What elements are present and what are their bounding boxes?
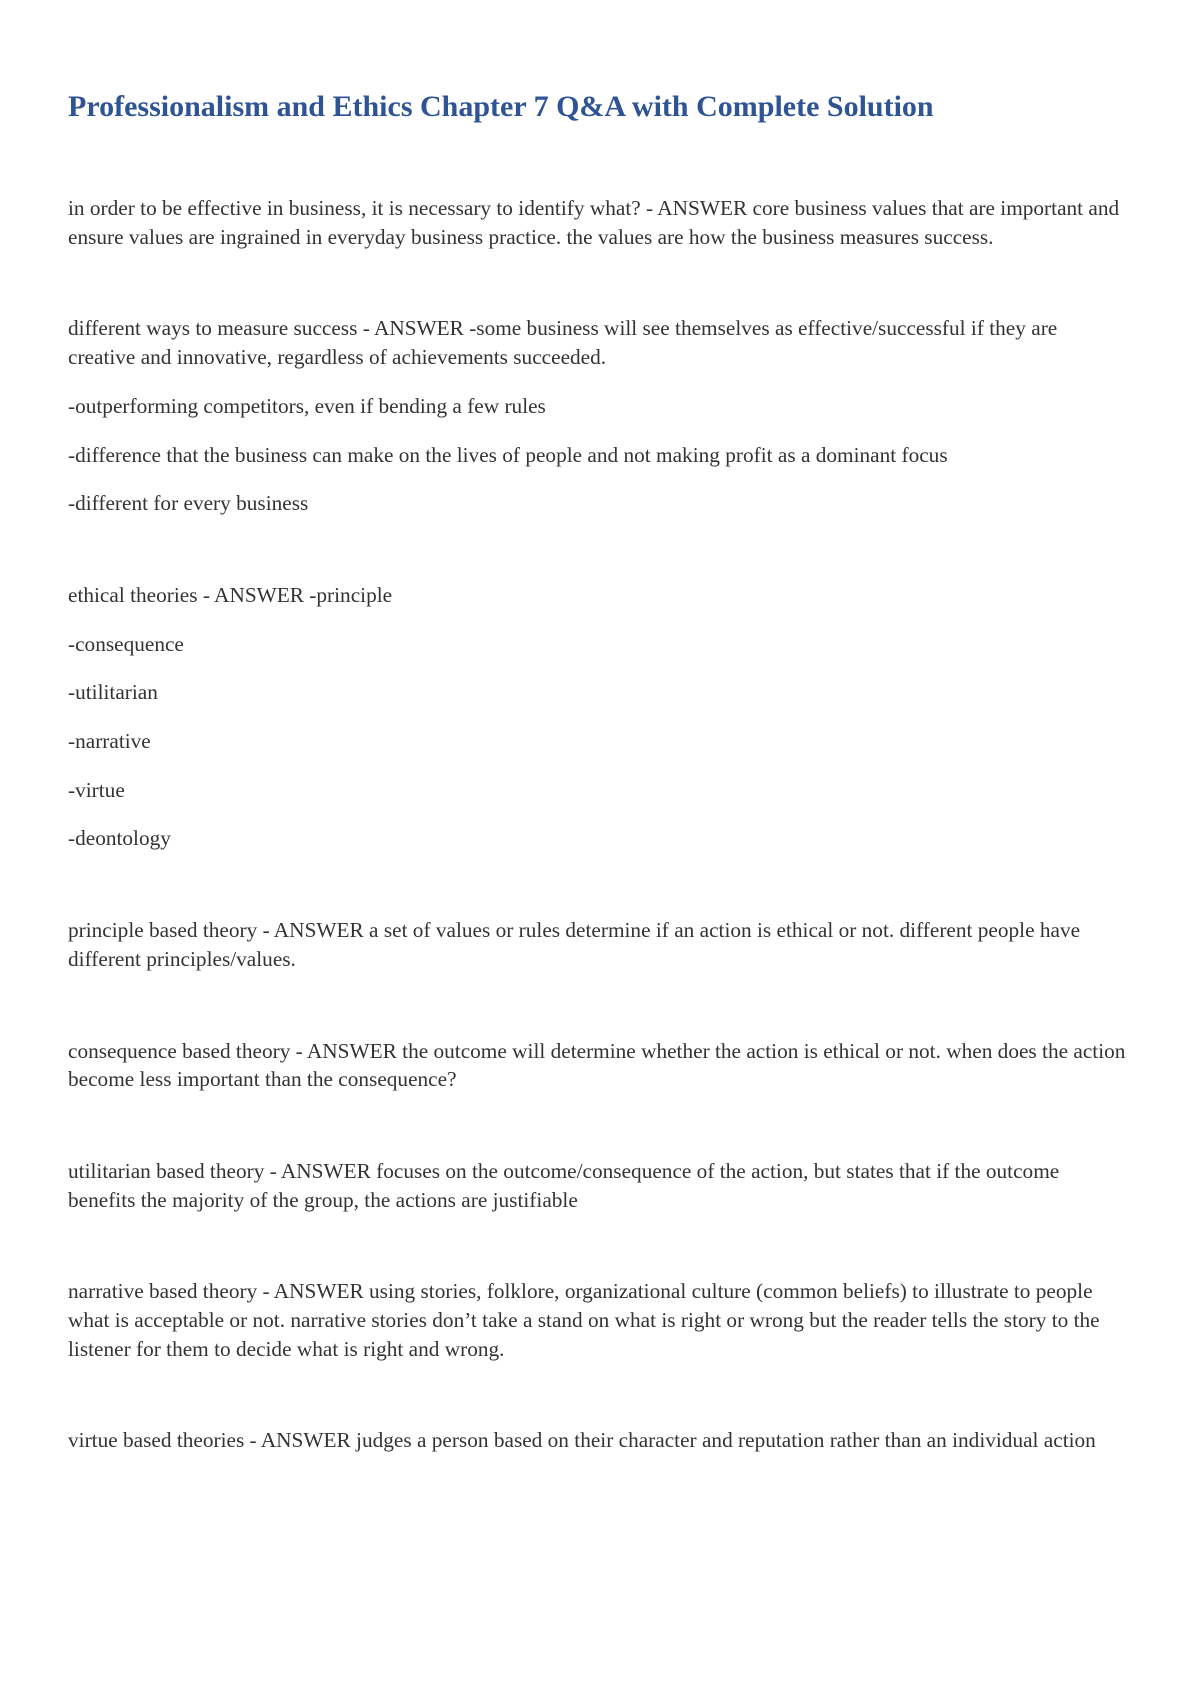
qa-entry	[68, 1037, 1128, 1094]
qa-entry	[68, 581, 1128, 853]
qa-paragraph: -different for every business	[68, 491, 309, 516]
qa-paragraph: different ways to measure success - ANSWER -some business will see themselves as effective/successful if they are creative and innovative, regardless of achievements succeeded.	[68, 316, 1058, 370]
qa-paragraph: in order to be effective in business, it is necessary to identify what? - ANSWER core business values that are important and ensure values are ingrained in everyday business practice. the values are how the business measures success.	[68, 196, 1120, 249]
qa-entry	[68, 1277, 1128, 1363]
qa-paragraph: principle based theory - ANSWER a set of values or rules determine if an action is ethical or not. different people have different principles/values.	[68, 918, 1081, 971]
qa-paragraph: -deontology	[68, 826, 171, 851]
qa-paragraph: -difference that the business can make on the lives of people and not making profit as a dominant focus	[68, 442, 948, 467]
qa-entry	[68, 314, 1128, 518]
qa-entry	[68, 1157, 1128, 1214]
qa-entry	[68, 194, 1128, 251]
qa-entry	[68, 916, 1128, 973]
qa-paragraph: consequence based theory - ANSWER the outcome will determine whether the action is ethical or not. when does the action become less important than the consequence?	[68, 1038, 1126, 1092]
qa-paragraph: -utilitarian	[68, 680, 158, 705]
qa-paragraph: -consequence	[68, 631, 184, 656]
qa-entry	[68, 1426, 1128, 1455]
qa-paragraph: utilitarian based theory - ANSWER focuses on the outcome/consequence of the action, but states that if the outcome benefits the majority of the group, the actions are justifiable	[68, 1158, 1060, 1212]
qa-paragraph: -outperforming competitors, even if bending a few rules	[68, 393, 546, 418]
qa-paragraph: -narrative	[68, 729, 151, 754]
qa-paragraph: narrative based theory - ANSWER using stories, folklore, organizational culture (common beliefs) to illustrate to people what is acceptable or not. narrative stories don’t take a stand on what is right or wrong but the reader tells the story to the listener for them to decide what is right and wrong.	[68, 1279, 1100, 1361]
qa-paragraph: ethical theories - ANSWER -principle	[68, 582, 393, 607]
document-title: Professionalism and Ethics Chapter 7 Q&A with Complete Solution	[68, 90, 934, 123]
document-body	[68, 194, 1128, 1455]
qa-paragraph: virtue based theories - ANSWER judges a person based on their character and reputation rather than an individual action	[68, 1428, 1096, 1453]
qa-paragraph: -virtue	[68, 777, 125, 802]
